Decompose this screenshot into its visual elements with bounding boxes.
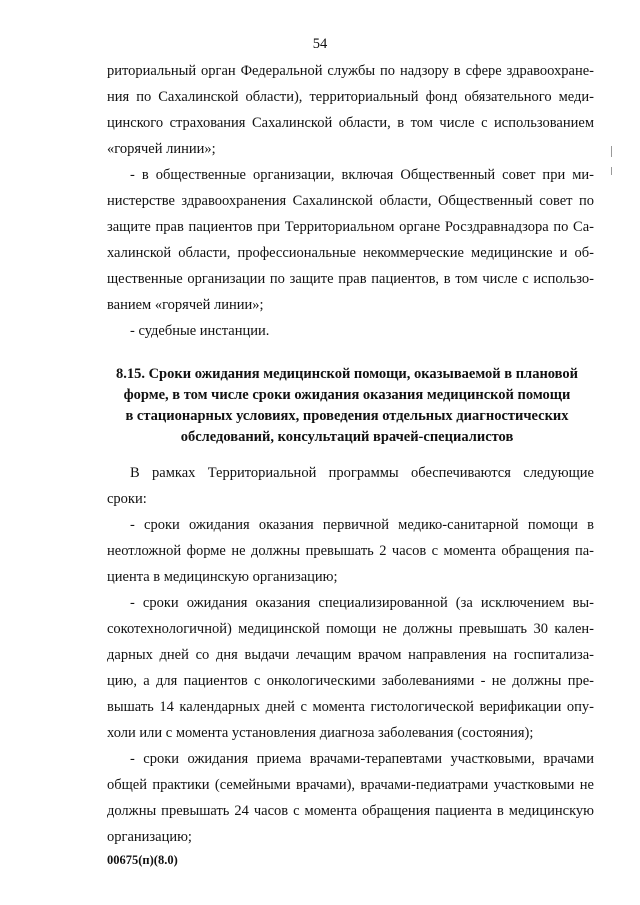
margin-mark	[611, 146, 612, 157]
text-line: сокотехнологичной) медицинской помощи не должны превышать 30 кален-	[107, 621, 594, 637]
text-line: сроки:	[107, 491, 147, 507]
text-line: халинской области, профессиональные некоммерческие медицинские и об-	[107, 245, 594, 261]
text-line: ванием «горячей линии»;	[107, 297, 264, 313]
text-line: должны превышать 24 часов с момента обращения пациента в медицинскую	[107, 803, 594, 819]
text-line: В рамках Территориальной программы обеспечиваются следующие	[130, 465, 594, 481]
text-line: вышать 14 календарных дней с момента гистологической верификации опу-	[107, 699, 594, 715]
text-line: - судебные инстанции.	[130, 323, 270, 339]
text-line: - сроки ожидания приема врачами-терапевтами участковыми, врачами	[130, 751, 594, 767]
text-line: щественные организации по защите прав пациентов, в том числе с использо-	[107, 271, 594, 287]
footer-code: 00675(п)(8.0)	[107, 853, 178, 867]
text-line: циента в медицинскую организацию;	[107, 569, 338, 585]
text-line: дарных дней со дня выдачи лечащим врачом направления на госпитализа-	[107, 647, 594, 663]
text-line: - сроки ожидания оказания первичной медико-санитарной помощи в	[130, 517, 594, 533]
page-number: 54	[312, 36, 328, 52]
section-heading-line: форме, в том числе сроки ожидания оказания медицинской помощи	[123, 387, 571, 403]
text-line: риториальный орган Федеральной службы по надзору в сфере здравоохране-	[107, 63, 594, 79]
text-line: нистерстве здравоохранения Сахалинской области, Общественный совет по	[107, 193, 594, 209]
text-line: - сроки ожидания оказания специализированной (за исключением вы-	[130, 595, 594, 611]
text-line: защите прав пациентов при Территориальном органе Росздравнадзора по Са-	[107, 219, 594, 235]
text-line: холи или с момента установления диагноза заболевания (состояния);	[107, 725, 534, 741]
text-line: общей практики (семейными врачами), врачами-педиатрами участковыми не	[107, 777, 594, 793]
text-line: неотложной форме не должны превышать 2 часов с момента обращения па-	[107, 543, 594, 559]
text-line: ния по Сахалинской области), территориальный фонд обязательного меди-	[107, 89, 594, 105]
text-line: цинского страхования Сахалинской области, в том числе с использованием	[107, 115, 594, 131]
margin-mark	[611, 167, 612, 175]
section-heading-line: в стационарных условиях, проведения отдельных диагностических	[125, 408, 569, 424]
section-heading-line: обследований, консультаций врачей-специалистов	[180, 429, 514, 445]
text-line: организацию;	[107, 829, 192, 845]
section-heading-line: 8.15. Сроки ожидания медицинской помощи, оказываемой в плановой	[115, 366, 579, 382]
text-line: - в общественные организации, включая Общественный совет при ми-	[130, 167, 594, 183]
text-line: «горячей линии»;	[107, 141, 216, 157]
text-line: цию, а для пациентов с онкологическими заболеваниями - не должны пре-	[107, 673, 594, 689]
